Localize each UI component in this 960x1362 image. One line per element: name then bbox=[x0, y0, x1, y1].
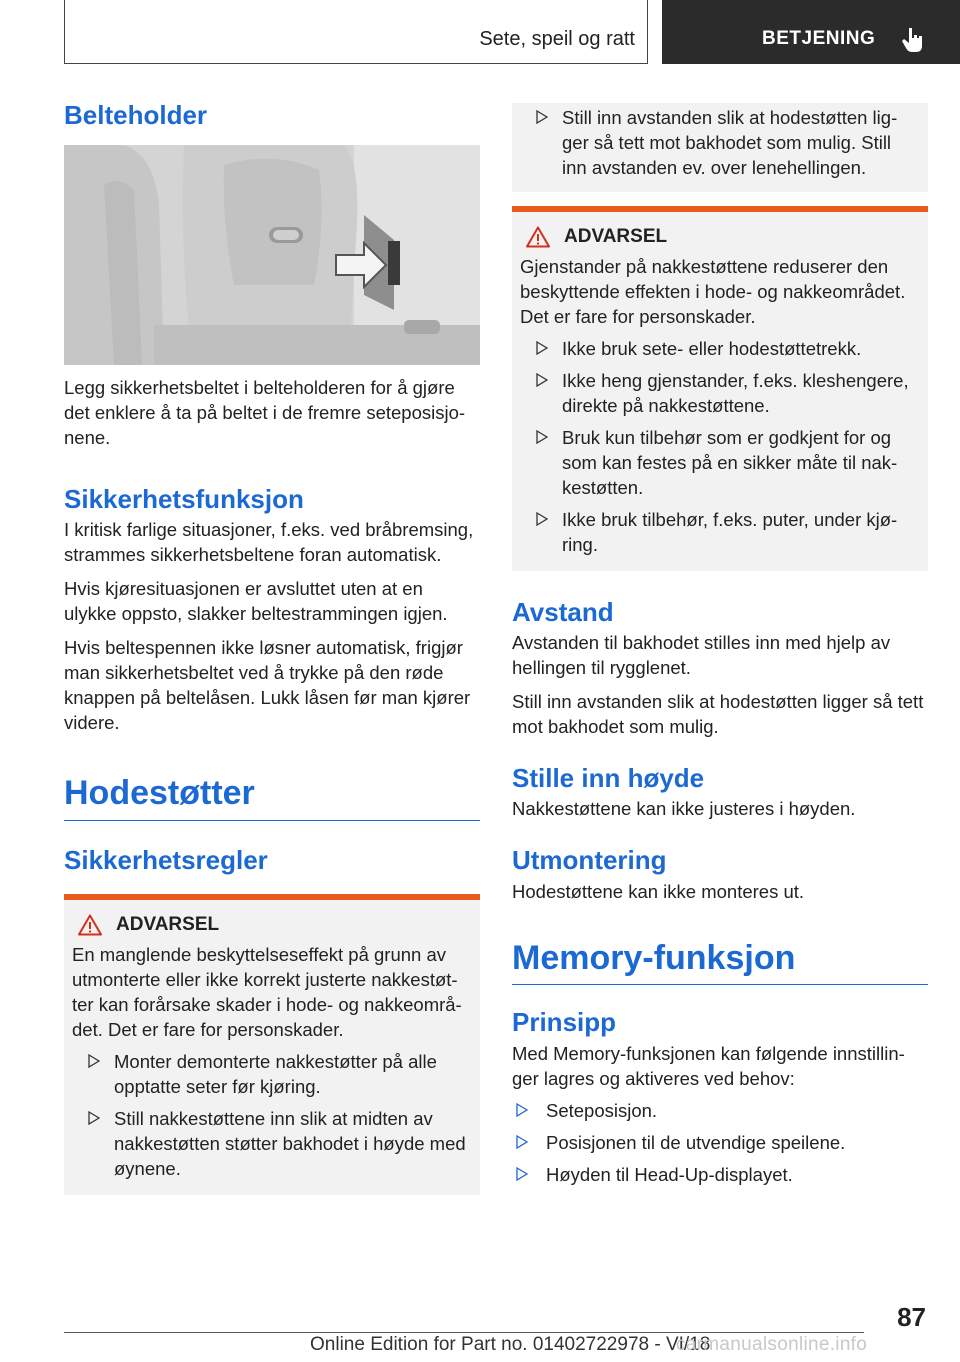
footer-divider bbox=[64, 1332, 864, 1333]
sikkerhetsfunksjon-p2: Hvis kjøresituasjonen er avsluttet uten at en ulykke oppsto, slakker beltestrammingen igjen. bbox=[64, 578, 448, 625]
triangle-bullet-icon bbox=[516, 1135, 528, 1149]
hoyde-text: Nakkestøttene kan ikke justeres i høyden. bbox=[512, 798, 856, 820]
warning-triangle-icon bbox=[526, 226, 550, 248]
sikkerhetsfunksjon-p1: I kritisk farlige situasjoner, f.eks. ved bråbremsing, strammes sikkerhetsbeltene foran automatisk. bbox=[64, 519, 474, 566]
avstand-p2: Still inn avstanden slik at hodestøtten ligger så tett mot bakhodet som mulig. bbox=[512, 691, 924, 738]
stille-inn-hoyde-heading: Stille inn høyde bbox=[512, 763, 705, 794]
pointing-hand-icon bbox=[900, 26, 926, 54]
continued-list bbox=[520, 105, 920, 180]
triangle-bullet-icon bbox=[536, 373, 548, 387]
page-number: 87 bbox=[897, 1302, 926, 1332]
warning-box-1 bbox=[64, 894, 480, 1195]
list-item: Ikke bruk sete- eller hodestøttetrekk. bbox=[520, 336, 920, 361]
triangle-bullet-icon bbox=[536, 341, 548, 355]
warning-1-list bbox=[72, 1049, 472, 1181]
list-item: Bruk kun tilbehør som er godkjent for og som kan festes på en sikker måte til nak-kestøtten. bbox=[520, 425, 920, 500]
list-item: Ikke heng gjenstander, f.eks. kleshengere, direkte på nakkestøttene. bbox=[520, 368, 920, 418]
sikkerhetsregler-heading: Sikkerhetsregler bbox=[64, 845, 268, 876]
warning-2-header bbox=[520, 226, 920, 248]
triangle-bullet-icon bbox=[88, 1054, 100, 1068]
triangle-bullet-icon bbox=[88, 1111, 100, 1125]
warning-1-header bbox=[72, 914, 472, 936]
left-column bbox=[64, 100, 480, 1195]
continued-list-box bbox=[512, 103, 928, 192]
sikkerhetsfunksjon-heading: Sikkerhetsfunksjon bbox=[64, 484, 304, 515]
header-section-title: Sete, speil og ratt bbox=[479, 28, 635, 50]
page-footer bbox=[0, 1290, 960, 1362]
triangle-bullet-icon bbox=[516, 1167, 528, 1181]
list-item: Seteposisjon. bbox=[512, 1098, 928, 1123]
list-item: Høyden til Head-Up-displayet. bbox=[512, 1162, 928, 1187]
prinsipp-list bbox=[512, 1098, 928, 1187]
warning-2-text: Gjenstander på nakkestøttene reduserer den beskyttende effekten i hode- og nakkeområdet. Det er fare for personskader. bbox=[520, 256, 906, 327]
list-item: Monter demonterte nakkestøtter på alle opptatte seter før kjøring. bbox=[72, 1049, 472, 1099]
hodestotter-heading: Hodestøtter bbox=[64, 773, 480, 821]
sikkerhetsfunksjon-p3: Hvis beltespennen ikke løsner automatisk, frigjør man sikkerhetsbeltet ved å trykke på den røde knappen på beltelåsen. Lukk låsen før man kjører videre. bbox=[64, 637, 471, 734]
header-chapter-box bbox=[662, 0, 960, 64]
right-column bbox=[512, 103, 928, 1187]
belt-holder-illustration bbox=[64, 145, 480, 365]
triangle-bullet-icon bbox=[536, 110, 548, 124]
belteholder-text: Legg sikkerhetsbeltet i belteholderen for å gjøre det enklere å ta på beltet i de fremre seteposisjo-nene. bbox=[64, 377, 466, 449]
prinsipp-heading: Prinsipp bbox=[512, 1007, 617, 1038]
memory-funksjon-heading: Memory-funksjon bbox=[512, 938, 928, 986]
watermark-text: carmanualsonline.info bbox=[676, 1334, 868, 1355]
triangle-bullet-icon bbox=[536, 512, 548, 526]
warning-2-list bbox=[520, 336, 920, 557]
seat-illustration bbox=[64, 145, 480, 365]
avstand-heading: Avstand bbox=[512, 597, 614, 627]
triangle-bullet-icon bbox=[516, 1103, 528, 1117]
edition-text: Online Edition for Part no. 01402722978 - VI/18 bbox=[310, 1334, 711, 1355]
list-item: Posisjonen til de utvendige speilene. bbox=[512, 1130, 928, 1155]
warning-1-label: ADVARSEL bbox=[116, 914, 220, 936]
warning-2-label: ADVARSEL bbox=[564, 226, 668, 247]
utmontering-heading: Utmontering bbox=[512, 845, 667, 876]
header-section-box bbox=[64, 0, 648, 64]
list-item: Ikke bruk tilbehør, f.eks. puter, under kjø-ring. bbox=[520, 507, 920, 557]
page-header bbox=[0, 0, 960, 66]
avstand-p1: Avstanden til bakhodet stilles inn med hjelp av hellingen til rygglenet. bbox=[512, 632, 891, 679]
list-item: Still nakkestøttene inn slik at midten av nakkestøtten støtter bakhodet i høyde med øynene. bbox=[72, 1106, 472, 1181]
header-chapter-title: BETJENING bbox=[762, 28, 876, 49]
utmontering-text: Hodestøttene kan ikke monteres ut. bbox=[512, 880, 805, 902]
prinsipp-text: Med Memory-funksjonen kan følgende innstillin-ger lagres og aktiveres ved behov: bbox=[512, 1042, 905, 1089]
triangle-bullet-icon bbox=[536, 430, 548, 444]
warning-1-text: En manglende beskyttelseseffekt på grunn av utmonterte eller ikke korrekt justerte nakkestøt-ter kan forårsake skader i hode- og nakkeområ-det. Det er fare for personskader. bbox=[72, 944, 462, 1041]
warning-box-2 bbox=[512, 206, 928, 571]
warning-triangle-icon bbox=[78, 914, 102, 936]
list-item: Still inn avstanden slik at hodestøtten lig-ger så tett mot bakhodet som mulig. Still inn avstanden ev. over lenehellingen. bbox=[520, 105, 920, 180]
belteholder-heading: Belteholder bbox=[64, 100, 208, 130]
